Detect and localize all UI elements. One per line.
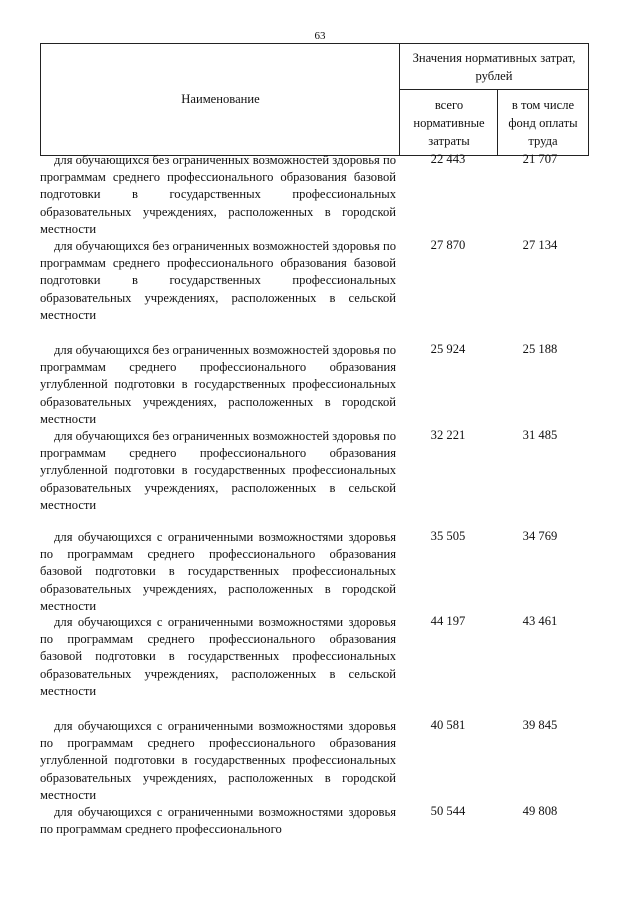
row-payroll-value: 49 808 (522, 804, 558, 818)
page-number: 63 (314, 30, 326, 42)
row-payroll-value: 31 485 (522, 428, 558, 442)
header-payroll-cell (497, 89, 589, 156)
row-payroll-value: 25 188 (522, 342, 558, 356)
row-description: для обучающихся без ограниченных возможностей здоровья по программам среднего профессионального образования базовой подготовки в государственных профессиональных образовательных учреждениях, расположенных в городской местности (40, 153, 396, 236)
header-values-group-cell (399, 43, 589, 90)
header-name-cell (40, 43, 400, 156)
row-total-value: 35 505 (430, 529, 466, 543)
row-description: для обучающихся с ограниченными возможностями здоровья по программам среднего профессионального образования базовой подготовки в государственных профессиональных образовательных учреждениях, расположенных в сельской местности (40, 615, 396, 698)
row-total-value: 44 197 (430, 614, 466, 628)
row-total-value: 50 544 (430, 804, 466, 818)
row-total-value: 32 221 (430, 428, 466, 442)
row-description: для обучающихся с ограниченными возможностями здоровья по программам среднего профессионального образования базовой подготовки в государственных профессиональных образовательных учреждениях, расположенных в городской местности (40, 530, 396, 613)
row-description: для обучающихся без ограниченных возможностей здоровья по программам среднего профессионального образования углубленной подготовки в государственных профессиональных образовательных учреждениях, расположенных в сельской местности (40, 429, 396, 512)
header-values-group-label: Значения нормативных затрат, рублей (412, 51, 576, 83)
row-payroll-value: 43 461 (522, 614, 558, 628)
row-payroll-value: 21 707 (522, 152, 558, 166)
row-description: для обучающихся с ограниченными возможностями здоровья по программам среднего профессионального образования углубленной подготовки в государственных профессиональных образовательных учреждениях, расположенных в городской местности (40, 719, 396, 802)
row-total-value: 40 581 (430, 718, 466, 732)
row-total-value: 27 870 (430, 238, 466, 252)
row-payroll-value: 34 769 (522, 529, 558, 543)
header-total-cell (399, 89, 498, 156)
row-payroll-value: 27 134 (522, 238, 558, 252)
header-name-label: Наименование (181, 92, 260, 106)
header-total-label: всего нормативные затраты (413, 97, 485, 148)
row-total-value: 25 924 (430, 342, 466, 356)
row-description: для обучающихся без ограниченных возможностей здоровья по программам среднего профессионального образования углубленной подготовки в государственных профессиональных образовательных учреждениях, расположенных в городской местности (40, 343, 396, 426)
row-total-value: 22 443 (430, 152, 466, 166)
row-description: для обучающихся без ограниченных возможностей здоровья по программам среднего профессионального образования базовой подготовки в государственных профессиональных образовательных учреждениях, расположенных в сельской местности (40, 239, 396, 322)
row-payroll-value: 39 845 (522, 718, 558, 732)
row-description: для обучающихся с ограниченными возможностями здоровья по программам среднего профессионального (40, 805, 396, 837)
header-payroll-label: в том числе фонд оплаты труда (508, 97, 578, 148)
